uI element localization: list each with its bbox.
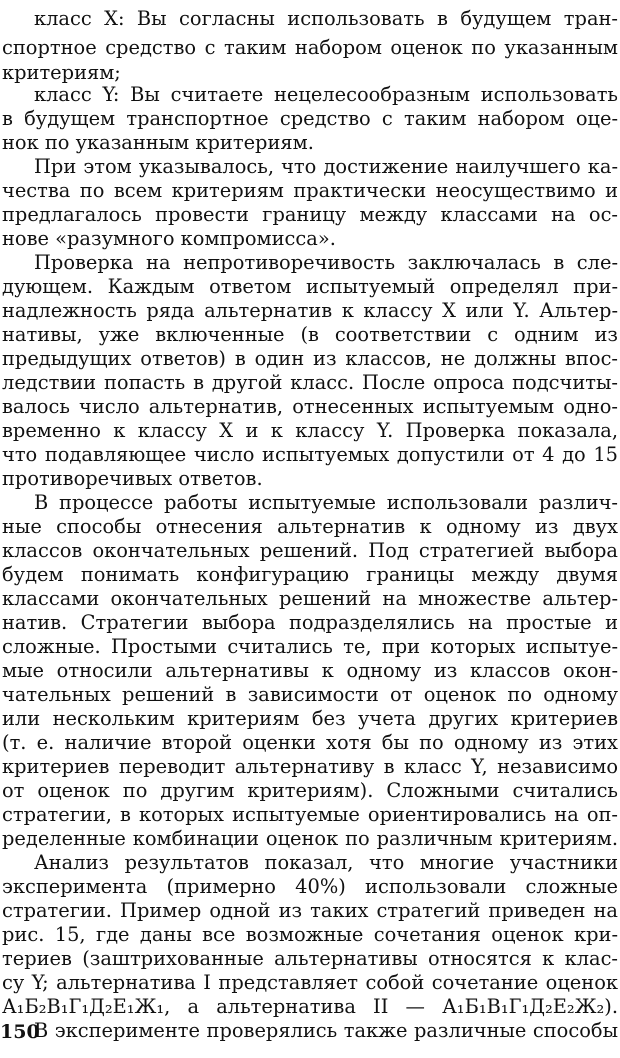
text-line: чательных решений в зависимости от оценок по одному [2, 683, 618, 706]
text-line: ные способы отнесения альтернатив к одному из двух [2, 515, 618, 538]
text-line: Проверка на непротиворечивость заключалась в сле- [34, 251, 618, 274]
text-line: будем понимать конфигурацию границы между двумя [2, 563, 618, 586]
text-line: сложные. Простыми считались те, при которых испытуе- [2, 635, 618, 658]
text-line: валось число альтернатив, отнесенных испытуемым одно- [2, 395, 618, 418]
text-line: В процессе работы испытуемые использовали различ- [34, 491, 618, 514]
text-line: или нескольким критериям без учета других критериев [2, 707, 618, 730]
text-line: В эксперименте проверялись также различные способы [34, 1019, 618, 1042]
text-line: предыдущих ответов) в один из классов, не должны впос- [2, 347, 618, 370]
text-line: нове «разумного компромисса». [2, 227, 336, 250]
text-line: класс Y: Вы считаете нецелесообразным использовать [34, 83, 618, 106]
text-line: в будущем транспортное средство с таким набором оце- [2, 107, 618, 130]
text-line: эксперимента (примерно 40%) использовали сложные [2, 875, 618, 898]
text-line: спортное средство с таким набором оценок по указанным [2, 36, 618, 59]
text-line: от оценок по другим критериям). Сложными считались [2, 779, 618, 802]
text-line: При этом указывалось, что достижение наилучшего ка- [34, 155, 618, 178]
text-line: нок по указанным критериям. [2, 131, 314, 154]
text-line: противоречивых ответов. [2, 467, 263, 490]
page-number: 150 [0, 1021, 40, 1043]
text-line: предлагалось провести границу между классами на ос- [2, 203, 618, 226]
text-line: критериям; [2, 61, 121, 84]
text-line: нативы, уже включенные (в соответствии с одним из [2, 323, 618, 346]
text-line: стратегии. Пример одной из таких стратегий приведен на [2, 899, 618, 922]
text-line: временно к классу X и к классу Y. Проверка показала, [2, 419, 618, 442]
text-line: что подавляющее число испытуемых допустили от 4 до 15 [2, 443, 618, 466]
text-line: классами окончательных решений на множестве альтер- [2, 587, 618, 610]
text-line: (т. е. наличие второй оценки хотя бы по одному из этих [2, 731, 618, 754]
text-line: ледствии попасть в другой класс. После опроса подсчиты- [2, 371, 618, 394]
text-line: классов окончательных решений. Под стратегией выбора [2, 539, 618, 562]
text-line: натив. Стратегии выбора подразделялись на простые и [2, 611, 618, 634]
text-line: мые относили альтернативы к одному из классов окон- [2, 659, 618, 682]
text-line: териев (заштрихованные альтернативы относятся к клас- [2, 947, 618, 970]
text-line: ределенные комбинации оценок по различным критериям. [2, 827, 618, 850]
text-line: класс X: Вы согласны использовать в будущем тран- [34, 7, 618, 30]
text-line: рис. 15, где даны все возможные сочетания оценок кри- [2, 923, 618, 946]
text-line: стратегии, в которых испытуемые ориентировались на оп- [2, 803, 618, 826]
text-line: дующем. Каждым ответом испытуемый определял при- [2, 275, 618, 298]
text-line: чества по всем критериям практически неосуществимо и [2, 179, 618, 202]
text-line: А₁Б₂В₁Г₁Д₂Е₁Ж₁, а альтернатива II — А₁Б₁В₁Г₁Д₂Е₂Ж₂). [2, 995, 618, 1018]
text-line: Анализ результатов показал, что многие участники [34, 851, 618, 874]
text-line: критериев переводит альтернативу в класс Y, независимо [2, 755, 618, 778]
text-line: надлежность ряда альтернатив к классу X или Y. Альтер- [2, 299, 618, 322]
text-line: су Y; альтернатива I представляет собой сочетание оценок [2, 971, 618, 994]
